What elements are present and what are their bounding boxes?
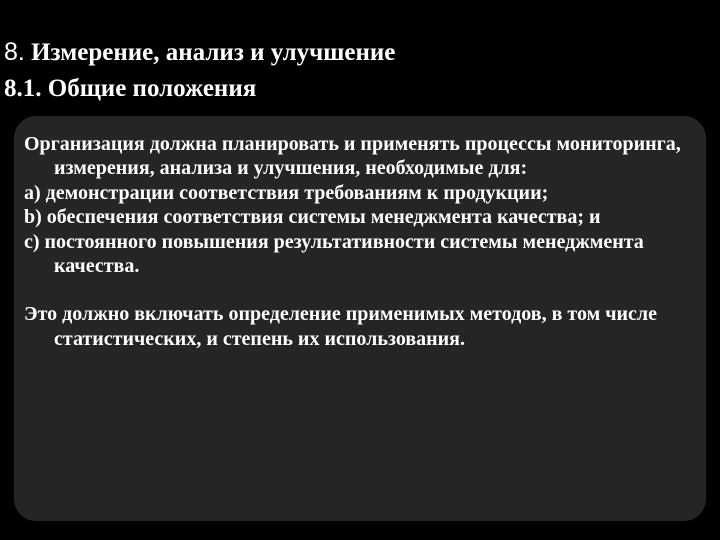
paragraph-methods: Это должно включать определение применимых методов, в том числе статистических, и степень их использования.: [24, 303, 657, 350]
paragraph-gap: [24, 278, 704, 302]
list-item-b: b) обеспечения соответствия системы менеджмента качества; и: [24, 206, 601, 229]
list-item-a: a) демонстрации соответствия требованиям к продукции;: [24, 181, 549, 204]
title-line-1: [4, 34, 395, 71]
subsection-title: 8.1. Общие положения: [4, 75, 257, 102]
slide-title: [4, 34, 395, 107]
section-title: Измерение, анализ и улучшение: [24, 39, 396, 66]
paragraph-intro: Организация должна планировать и применять процессы мониторинга, измерения, анализа и улучшения, необходимые для:: [24, 133, 681, 180]
section-number: 8.: [4, 38, 25, 66]
body-text: [24, 132, 704, 351]
list-item-c: c) постоянного повышения результативности системы менеджмента качества.: [24, 230, 644, 278]
